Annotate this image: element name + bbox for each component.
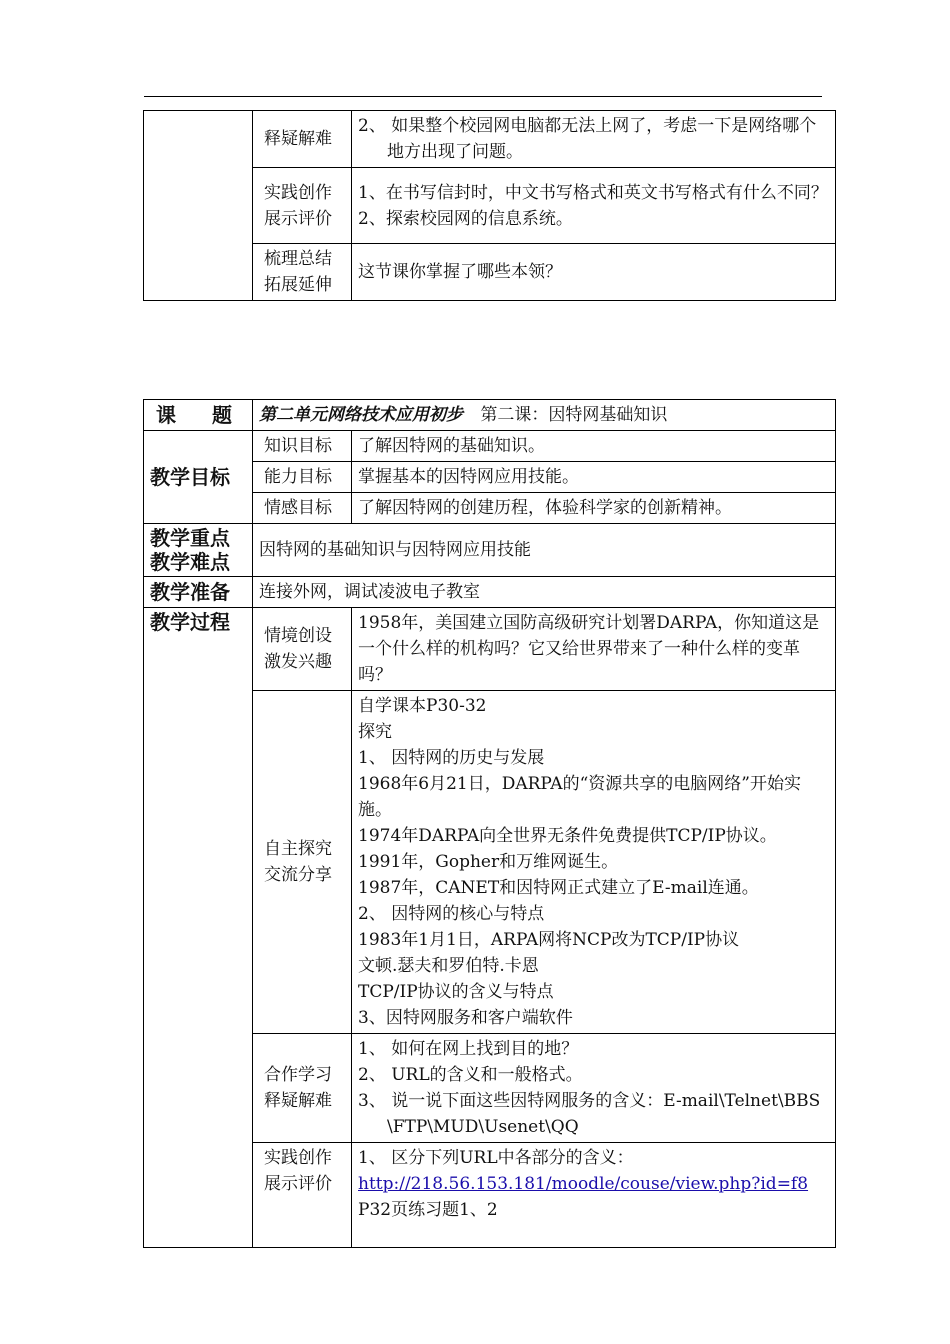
list-item: 3、 说一说下面这些因特网服务的含义：E-mail\Telnet\BBS\FTP\MUD\Usenet\QQ (358, 1091, 821, 1137)
list-item: 1、 因特网的历史与发展 (358, 748, 545, 768)
goals-label: 教学目标 (144, 431, 253, 524)
list-item: 1987年，CANET和因特网正式建立了E-mail连通。 (358, 878, 759, 898)
row-content-3: 这节课你掌握了哪些本领？ (352, 244, 836, 301)
prep-text: 连接外网，调试凌波电子教室 (253, 577, 836, 608)
list-item: 探究 (358, 722, 392, 742)
goal-text-knowledge: 了解因特网的基础知识。 (352, 431, 836, 462)
list-item: 1974年DARPA向全世界无条件免费提供TCP/IP协议。 (358, 826, 777, 846)
goal-label-knowledge: 知识目标 (253, 431, 352, 462)
process-content-practice (352, 1143, 836, 1248)
process-label-cooperate: 合作学习 释疑解难 (253, 1034, 352, 1143)
row-label-1: 释疑解难 (253, 111, 352, 168)
list-item: 1968年6月21日，DARPA的“资源共享的电脑网络”开始实施。 (358, 774, 801, 820)
lesson-subtitle: 第二课：因特网基础知识 (480, 405, 668, 425)
unit-title: 第二单元网络技术应用初步 (259, 405, 463, 425)
process-label-situation: 情境创设 激发兴趣 (253, 608, 352, 691)
empty-cell (144, 111, 253, 301)
process-label-practice: 实践创作 展示评价 (253, 1143, 352, 1248)
list-item: 文顿.瑟夫和罗伯特.卡恩 (358, 956, 539, 976)
focus-text: 因特网的基础知识与因特网应用技能 (253, 524, 836, 577)
list-item: 1983年1月1日，ARPA网将NCP改为TCP/IP协议 (358, 930, 740, 950)
lesson-title (253, 400, 836, 431)
title-label: 课 题 (144, 400, 253, 431)
lesson-table (143, 399, 836, 1248)
goal-label-ability: 能力目标 (253, 462, 352, 493)
url-link[interactable]: http://218.56.153.181/moodle/couse/view.php?id=f8 (358, 1174, 809, 1194)
process-label-inquiry: 自主探究 交流分享 (253, 691, 352, 1034)
row-content-2: 1、在书写信封时，中文书写格式和英文书写格式有什么不同？ 2、探索校园网的信息系统。 (352, 168, 836, 244)
process-content-situation: 1958年，美国建立国防高级研究计划署DARPA，你知道这是一个什么样的机构吗？它又给世界带来了一种什么样的变革吗？ (352, 608, 836, 691)
list-item: 3、因特网服务和客户端软件 (358, 1008, 573, 1028)
process-label: 教学过程 (144, 608, 253, 1248)
goal-text-ability: 掌握基本的因特网应用技能。 (352, 462, 836, 493)
process-content-inquiry (352, 691, 836, 1034)
header-rule (144, 96, 822, 97)
row-label-2: 实践创作 展示评价 (253, 168, 352, 244)
goal-label-emotion: 情感目标 (253, 493, 352, 524)
list-item: 自学课本P30-32 (358, 696, 487, 716)
list-item: TCP/IP协议的含义与特点 (358, 982, 554, 1002)
list-item: 2、 因特网的核心与特点 (358, 904, 545, 924)
list-item: P32页练习题1、2 (358, 1200, 498, 1220)
row-content-1: 2、 如果整个校园网电脑都无法上网了，考虑一下是网络哪个地方出现了问题。 (352, 111, 836, 168)
focus-label: 教学重点 教学难点 (144, 524, 253, 577)
prep-label: 教学准备 (144, 577, 253, 608)
list-item: 1991年，Gopher和万维网诞生。 (358, 852, 619, 872)
process-content-cooperate (352, 1034, 836, 1143)
goal-text-emotion: 了解因特网的创建历程，体验科学家的创新精神。 (352, 493, 836, 524)
row-label-3: 梳理总结 拓展延伸 (253, 244, 352, 301)
list-item: 1、 区分下列URL中各部分的含义： (358, 1148, 634, 1168)
list-item: 2、 URL的含义和一般格式。 (358, 1065, 583, 1085)
top-table (143, 110, 836, 301)
list-item: 1、 如何在网上找到目的地？ (358, 1039, 579, 1059)
